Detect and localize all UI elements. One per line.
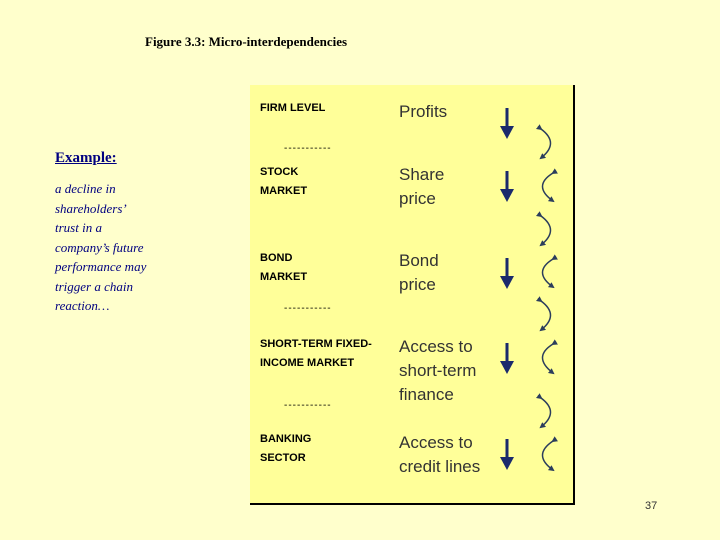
effect-line: finance [399,385,454,404]
level-label-line: STOCK [260,166,299,178]
down-arrow-icon [500,171,514,202]
effect-line: Access to [399,433,473,452]
down-arrow-icon [500,258,514,289]
circular-arrow-icon [541,398,551,427]
circular-arrow-icon [543,259,554,287]
down-arrow-icon [500,439,514,470]
circular-arrow-icon [543,173,554,201]
separator: ----------- [284,303,332,314]
example-line: trigger a chain [55,278,133,294]
example-heading: Example: [55,150,117,166]
example-line: trust in a [55,220,102,235]
level-label-line: INCOME MARKET [260,357,355,369]
level-label-line: MARKET [260,185,308,197]
circular-arrow-icon [541,129,551,158]
effect-line: price [399,189,436,208]
figure-title: Figure 3.3: Micro-interdependencies [145,34,348,49]
example-line: performance may [55,259,147,274]
effect-line: credit lines [399,457,481,476]
separator: ----------- [284,143,332,154]
circular-arrow-icon [543,441,554,470]
example-line: reaction… [55,298,110,313]
level-label-line: SECTOR [260,452,306,464]
example-line: shareholders’ [55,200,127,216]
effect-line: Share [399,165,445,184]
circular-arrow-icon [541,216,551,245]
effect-line: Profits [399,102,448,121]
down-arrow-icon [500,343,514,374]
level-label-line: FIRM LEVEL [260,102,326,114]
level-label-line: BOND [260,252,293,264]
effect-line: Bond [399,251,439,270]
example-line: a decline in [55,181,116,196]
page-number: 37 [645,500,658,512]
level-label-line: BANKING [260,433,312,445]
separator: ----------- [284,400,332,411]
level-label-line: SHORT-TERM FIXED- [260,338,372,350]
effect-line: price [399,275,436,294]
level-label-line: MARKET [260,271,308,283]
example-line: company’s future [55,239,144,255]
effect-line: Access to [399,337,473,356]
down-arrow-icon [500,108,514,139]
effect-line: short-term [399,361,477,380]
circular-arrow-icon [543,344,554,373]
circular-arrow-icon [541,301,551,330]
